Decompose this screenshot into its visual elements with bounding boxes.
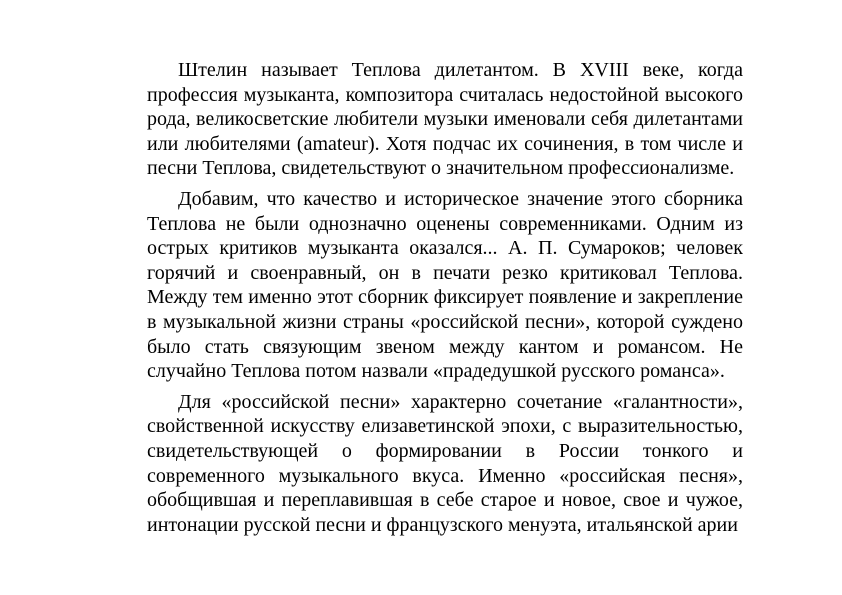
paragraph-1: Штелин называет Теплова дилетантом. В XVIII веке, когда профессия музыканта, композитора считалась недостойной высокого рода, великосветские любители музыки именовали себя дилетантами или любителями (amateur). Хотя подчас их сочинения, в том числе и песни Теплова, свидетельствуют о значительном профессионализме. <box>147 59 743 180</box>
paragraph-2: Добавим, что качество и историческое значение этого сборника Теплова не были однозначно оценены современниками. Одним из острых критиков музыканта оказался... А. П. Сумароков; человек горячий и своенравный, он в печати резко критиковал Теплова. Между тем именно этот сборник фиксирует появление и закрепление в музыкальной жизни страны «российской песни», которой суждено было стать связующим звеном между кантом и романсом. Не случайно Теплова потом назвали «прадедушкой русского романса». <box>147 187 743 383</box>
document-text <box>147 58 743 543</box>
paragraph-3: Для «российской песни» характерно сочетание «галантности», свойственной искусству елизаветинской эпохи, с выразительностью, свидетельствующей о формировании в России тонкого и современного музыкального вкуса. Именно «российская песня», обобщившая и переплавившая в себе старое и новое, свое и чужое, интонации русской песни и французского менуэта, итальянской арии <box>147 390 743 536</box>
